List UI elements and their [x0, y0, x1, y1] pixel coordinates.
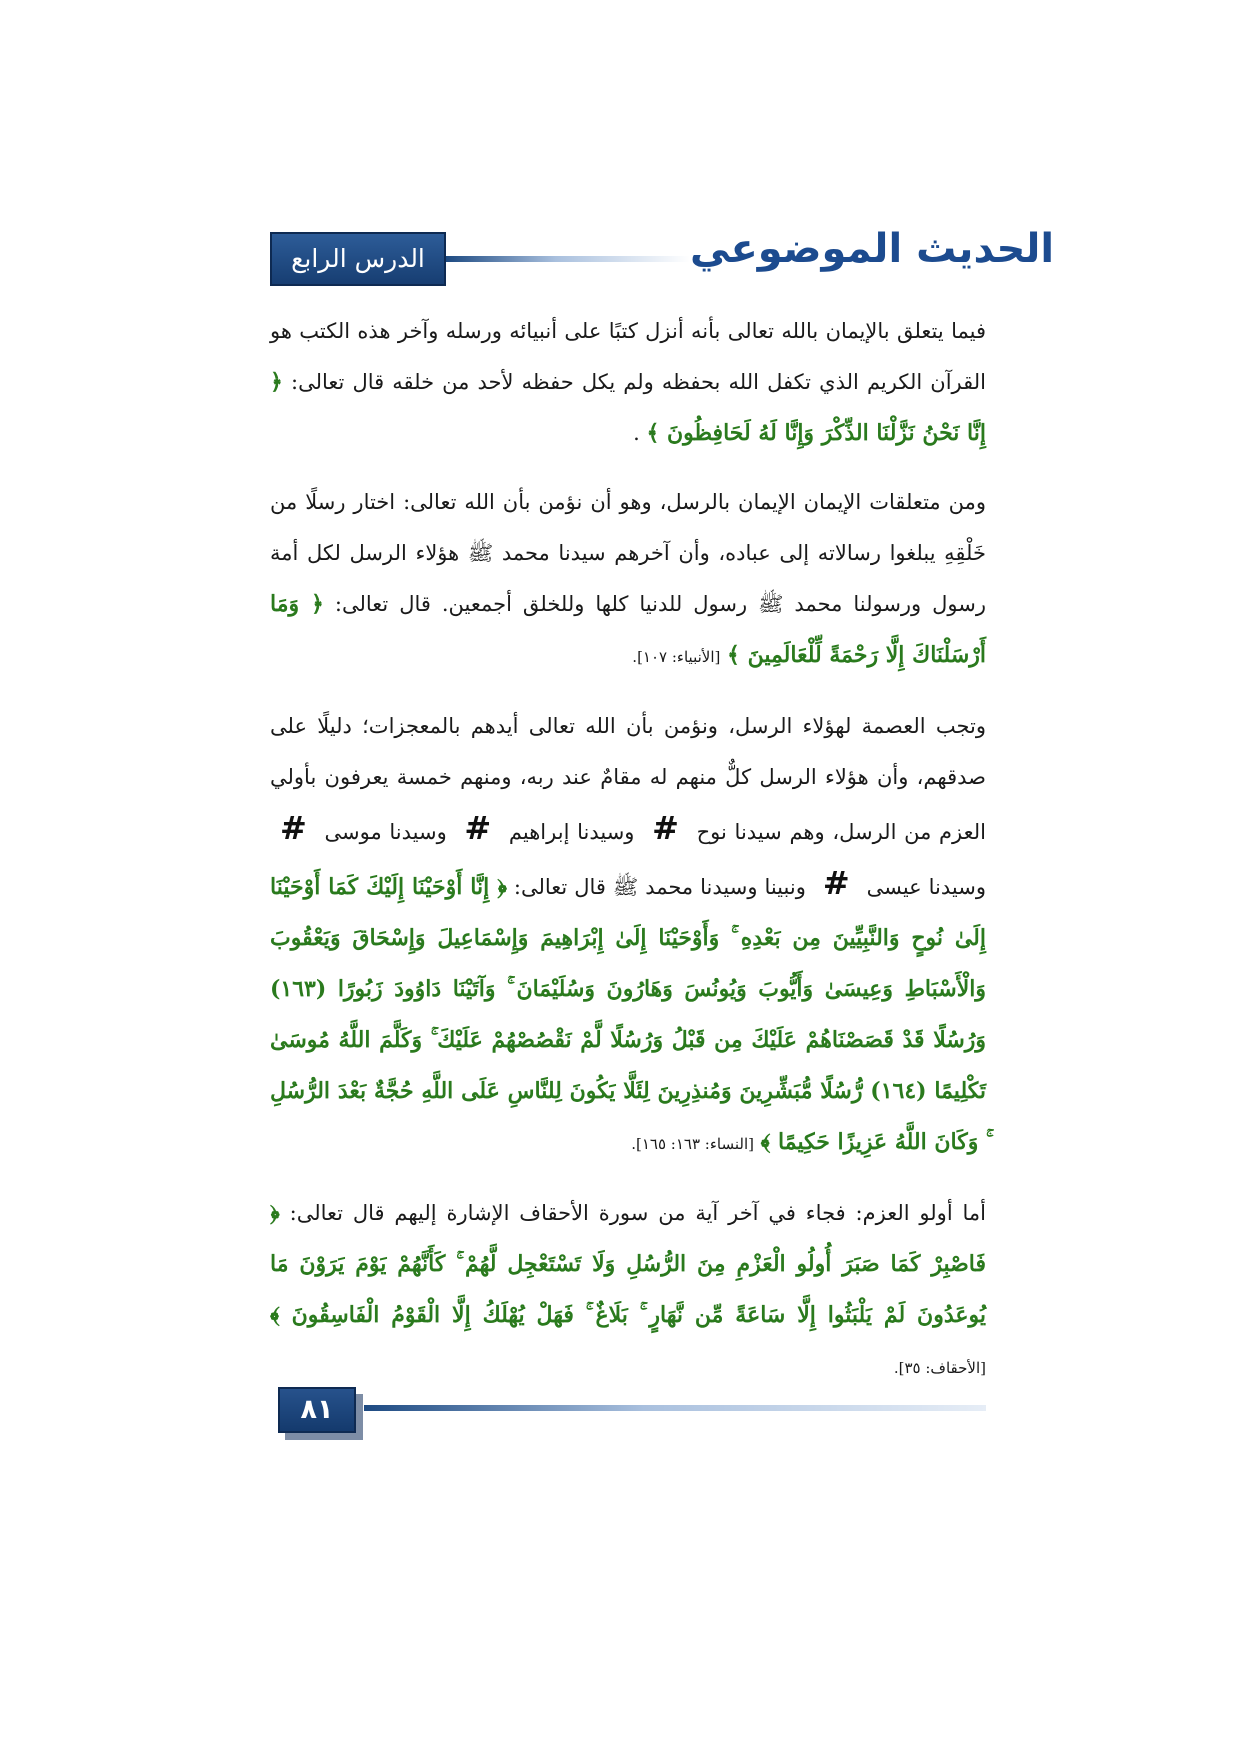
paragraph-text: ونبينا وسيدنا محمد ﷺ قال تعالى:: [506, 875, 806, 899]
main-content: [270, 306, 986, 1412]
paragraph-text: وسيدنا عيسى: [859, 875, 986, 899]
paragraph-text: .: [633, 421, 640, 445]
page-title: الحديث الموضوعي: [690, 226, 1055, 272]
verse-reference: [الأحقاف: ٣٥].: [893, 1359, 986, 1377]
honorific-mark: #: [822, 864, 850, 902]
footer-divider: [364, 1405, 986, 1411]
paragraph: [270, 1188, 986, 1394]
paragraph: [270, 306, 986, 459]
verse-reference: [الأنبياء: ١٠٧].: [632, 648, 721, 666]
paragraph-text: ومن متعلقات الإيمان الإيمان بالرسل، وهو أن نؤمن بأن الله تعالى: اختار رسلًا من خَلْقِهِ يبلغوا رسالاته إلى عباده، وأن آخرهم سيدنا محمد ﷺ هؤلاء الرسل لكل أمة رسول ورسولنا محمد ﷺ رسول للدنيا كلها وللخلق أجمعين. قال تعالى:: [270, 490, 986, 616]
paragraph-text: فيما يتعلق بالإيمان بالله تعالى بأنه أنزل كتبًا على أنبيائه ورسله وآخر هذه الكتب هو القرآن الكريم الذي تكفل الله بحفظه ولم يكل حفظه لأحد من خلقه قال تعالى:: [270, 319, 986, 394]
paragraph-text: وتجب العصمة لهؤلاء الرسل، ونؤمن بأن الله تعالى أيدهم بالمعجزات؛ دليلًا على صدقهم، وأن هؤلاء الرسل كلٌّ منهم له مقامٌ عند ربه، ومنهم خمسة يعرفون بأولي العزم من الرسل، وهم سيدنا نوح: [270, 714, 986, 844]
header-divider: [446, 256, 690, 262]
page-footer: [278, 1387, 986, 1433]
page-header: [270, 226, 1055, 288]
lesson-label: الدرس الرابع: [270, 232, 446, 286]
paragraph: [270, 477, 986, 683]
paragraph: [270, 701, 986, 1170]
paragraph-text: أما أولو العزم: فجاء في آخر آية من سورة الأحقاف الإشارة إليهم قال تعالى:: [279, 1201, 986, 1225]
paragraph-text: وسيدنا إبراهيم: [501, 820, 635, 844]
verse-reference: [النساء: ١٦٣: ١٦٥].: [631, 1135, 754, 1153]
honorific-mark: #: [652, 809, 679, 847]
quran-verse: ﴿ وَمَا أَرْسَلْنَاكَ إِلَّا رَحْمَةً لِّلْعَالَمِينَ ﴾: [270, 591, 986, 668]
quran-verse: ﴿ إِنَّا أَوْحَيْنَا إِلَيْكَ كَمَا أَوْحَيْنَا إِلَىٰ نُوحٍ وَالنَّبِيِّينَ مِن بَعْدِهِ ۚ وَأَوْحَيْنَا إِلَىٰ إِبْرَاهِيمَ وَإِسْمَاعِيلَ وَإِسْحَاقَ وَيَعْقُوبَ وَالْأَسْبَاطِ وَعِيسَىٰ وَأَيُّوبَ وَيُونُسَ وَهَارُونَ وَسُلَيْمَانَ ۚ وَآتَيْنَا دَاوُودَ زَبُورًا (١٦٣) وَرُسُلًا قَدْ قَصَصْنَاهُمْ عَلَيْكَ مِن قَبْلُ وَرُسُلًا لَّمْ نَقْصُصْهُمْ عَلَيْكَ ۚ وَكَلَّمَ اللَّهُ مُوسَىٰ تَكْلِيمًا (١٦٤) رُّسُلًا مُّبَشِّرِينَ وَمُنذِرِينَ لِئَلَّا يَكُونَ لِلنَّاسِ عَلَى اللَّهِ حُجَّةٌ بَعْدَ الرُّسُلِ ۚ وَكَانَ اللَّهُ عَزِيزًا حَكِيمًا ﴾: [270, 874, 986, 1155]
page-number: ٨١: [278, 1387, 356, 1433]
honorific-mark: #: [280, 809, 307, 847]
honorific-mark: #: [464, 809, 492, 847]
paragraph-text: وسيدنا موسى: [316, 820, 447, 844]
quran-verse: ﴿ إِنَّا نَحْنُ نَزَّلْنَا الذِّكْرَ وَإِنَّا لَهُ لَحَافِظُونَ ﴾: [270, 369, 986, 446]
quran-verse: ﴿ فَاصْبِرْ كَمَا صَبَرَ أُولُو الْعَزْمِ مِنَ الرُّسُلِ وَلَا تَسْتَعْجِل لَّهُمْ ۚ كَأَنَّهُمْ يَوْمَ يَرَوْنَ مَا يُوعَدُونَ لَمْ يَلْبَثُوا إِلَّا سَاعَةً مِّن نَّهَارٍ ۚ بَلَاغٌ ۚ فَهَلْ يُهْلَكُ إِلَّا الْقَوْمُ الْفَاسِقُونَ ﴾: [270, 1200, 986, 1328]
